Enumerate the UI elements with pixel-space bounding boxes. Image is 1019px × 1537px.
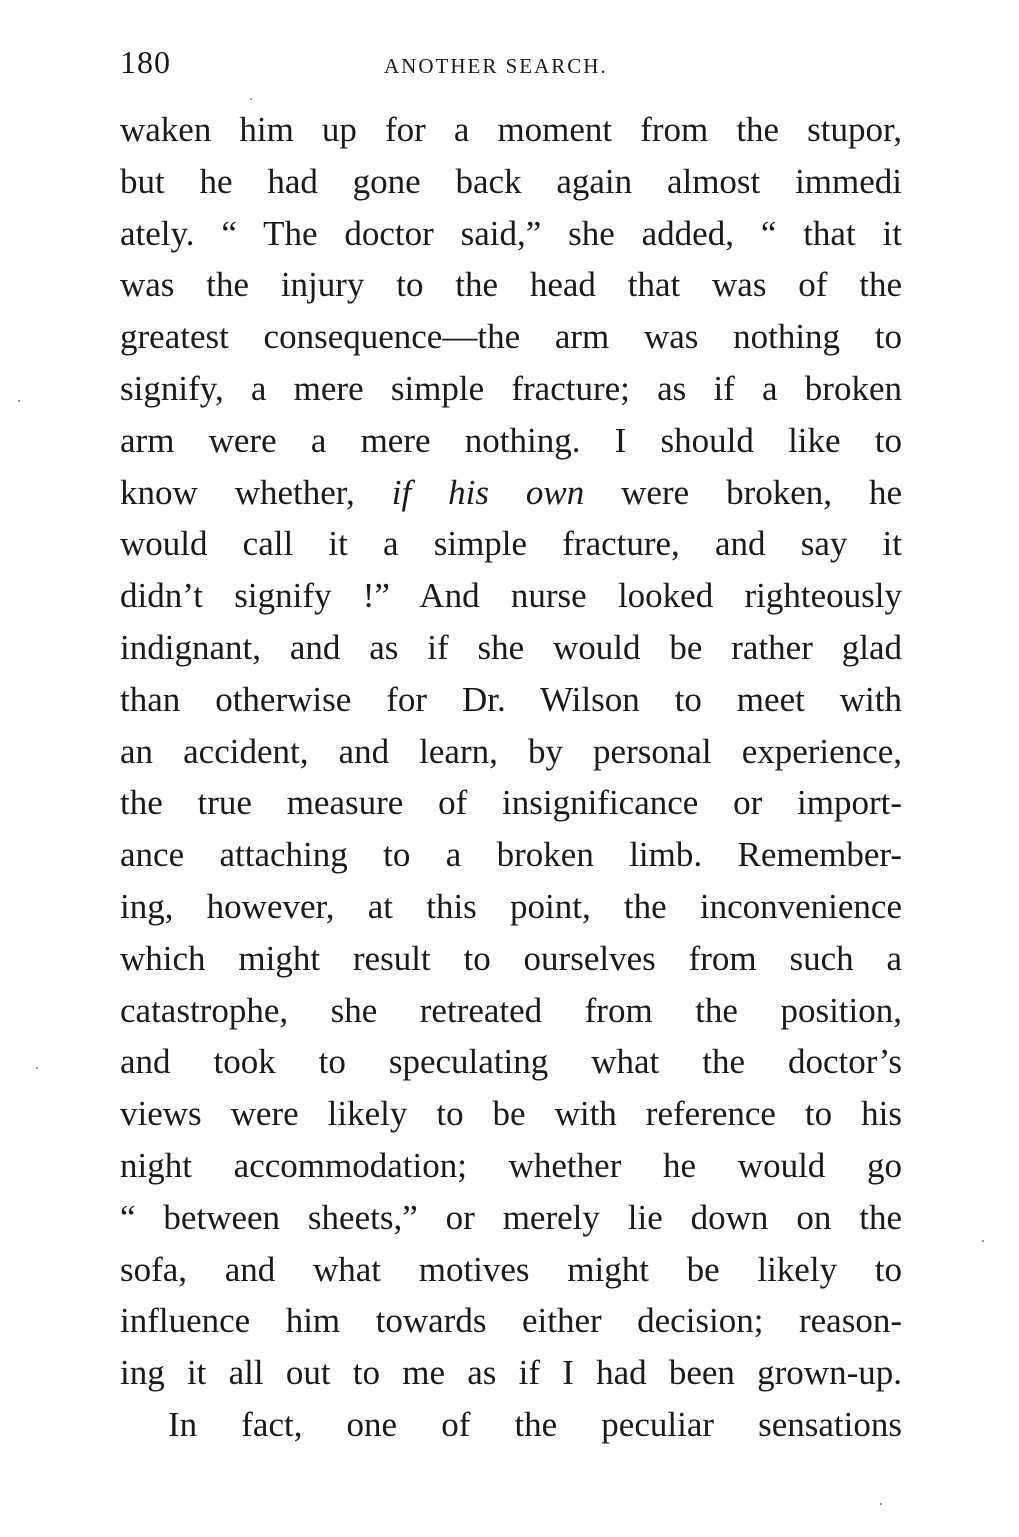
text-segment: arm were a mere nothing. I should like to: [120, 420, 902, 460]
text-segment: ing it all out to me as if I had been grown-up.: [120, 1353, 902, 1393]
text-line: [120, 518, 902, 570]
text-line: [120, 311, 902, 363]
text-segment: didn’t signify !” And nurse looked righteously: [120, 576, 902, 616]
text-segment: waken him up for a moment from the stupor,: [120, 110, 902, 149]
text-segment: know whether,: [120, 472, 392, 512]
text-line: [120, 1244, 902, 1296]
text-line: [120, 467, 902, 519]
text-segment: catastrophe, she retreated from the position,: [120, 990, 902, 1030]
text-line: [120, 1140, 902, 1192]
text-segment: signify, a mere simple fracture; as if a broken: [120, 368, 902, 408]
text-segment: views were likely to be with reference to his: [120, 1094, 902, 1134]
text-segment: indignant, and as if she would be rather glad: [120, 627, 902, 667]
text-segment: greatest consequence—the arm was nothing to: [120, 317, 902, 357]
print-speck: [250, 98, 252, 100]
page-header: [120, 44, 902, 84]
text-line: [120, 1399, 902, 1451]
italic-text: if his own: [391, 472, 585, 512]
text-segment: than otherwise for Dr. Wilson to meet with: [120, 679, 902, 719]
text-line: [120, 156, 902, 208]
text-line: [120, 104, 902, 156]
text-segment: were broken, he: [584, 472, 902, 512]
text-line: [120, 415, 902, 467]
text-segment: ately. “ The doctor said,” she added, “ that it: [120, 213, 902, 253]
body-text: [120, 104, 902, 1451]
text-line: [120, 777, 902, 829]
text-segment: and took to speculating what the doctor’s: [120, 1042, 902, 1082]
text-segment: influence him towards either decision; reason-: [120, 1301, 902, 1341]
print-speck: [880, 1503, 882, 1505]
print-speck: [36, 1067, 38, 1069]
text-line: [120, 363, 902, 415]
text-segment: but he had gone back again almost immedi: [120, 161, 902, 201]
text-segment: an accident, and learn, by personal experience,: [120, 731, 902, 771]
text-line: [120, 622, 902, 674]
text-line: [120, 829, 902, 881]
print-speck: [18, 400, 20, 402]
text-line: [120, 985, 902, 1037]
text-line: [120, 1036, 902, 1088]
text-line: [120, 1088, 902, 1140]
text-segment: was the injury to the head that was of the: [120, 265, 902, 305]
text-line: [120, 726, 902, 778]
text-line: [120, 570, 902, 622]
text-line: [120, 1347, 902, 1399]
print-speck: [982, 1240, 984, 1242]
text-segment: ing, however, at this point, the inconvenience: [120, 886, 902, 926]
text-segment: night accommodation; whether he would go: [120, 1145, 902, 1185]
text-line: [120, 259, 902, 311]
text-segment: In fact, one of the peculiar sensations: [168, 1404, 902, 1444]
text-segment: would call it a simple fracture, and say it: [120, 524, 902, 564]
text-segment: “ between sheets,” or merely lie down on the: [120, 1197, 902, 1237]
text-line: [120, 208, 902, 260]
text-line: [120, 1192, 902, 1244]
text-segment: which might result to ourselves from such a: [120, 938, 902, 978]
text-line: [120, 881, 902, 933]
text-segment: the true measure of insignificance or import-: [120, 783, 902, 823]
running-title: ANOTHER SEARCH.: [384, 54, 608, 78]
text-segment: sofa, and what motives might be likely to: [120, 1249, 902, 1289]
page-number: 180: [120, 44, 171, 80]
text-segment: ance attaching to a broken limb. Remember-: [120, 835, 902, 875]
text-line: [120, 1295, 902, 1347]
text-line: [120, 933, 902, 985]
text-line: [120, 674, 902, 726]
